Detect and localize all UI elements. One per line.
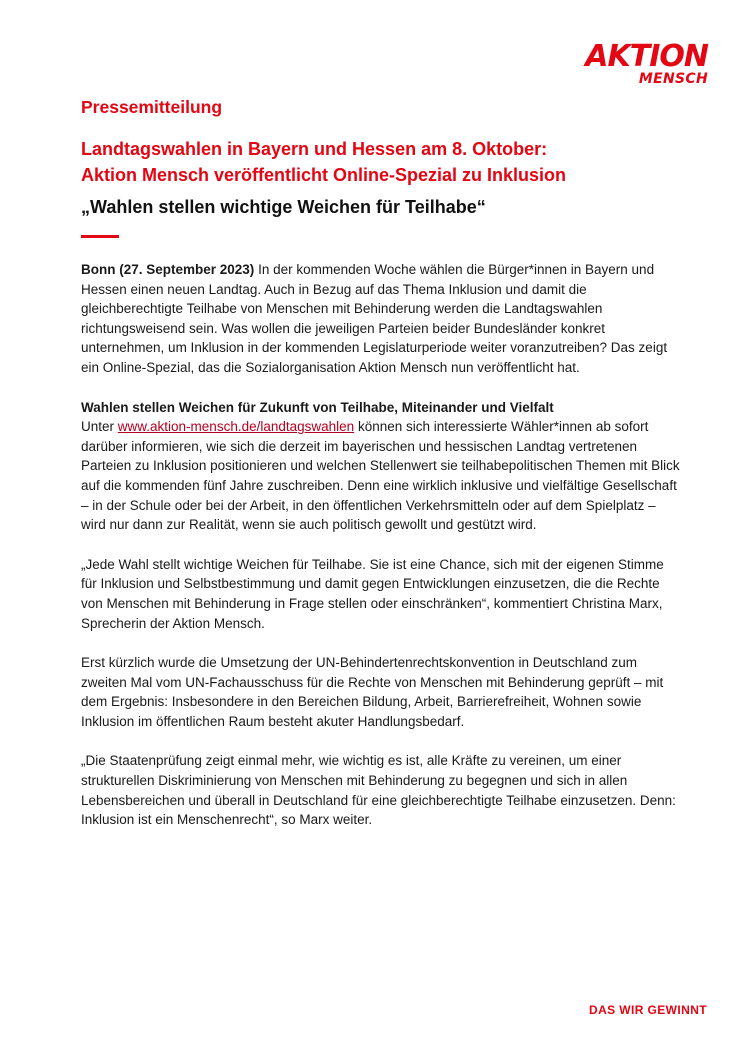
paragraph-quote-1: „Jede Wahl stellt wichtige Weichen für Teilhabe. Sie ist eine Chance, sich mit der eigenen Stimme für Inklusion und Selbstbestimmung und damit gegen Entwicklungen einzusetzen, die die Rechte von Menschen mit Behinderung in Frage stellen oder einschränken“, kommentiert Christina Marx, Sprecherin der Aktion Mensch. (81, 556, 664, 631)
section-subheading: Wahlen stellen Weichen für Zukunft von Teilhabe, Miteinander und Vielfalt (81, 399, 554, 415)
logo-wordmark-aktion: AKTION (585, 39, 708, 74)
brand-claim: DAS WIR GEWINNT (589, 1003, 707, 1017)
subheadline: „Wahlen stellen wichtige Weichen für Teilhabe“ (81, 197, 486, 217)
logo-wordmark-mensch: MENSCH (638, 71, 708, 87)
headline-line-2: Aktion Mensch veröffentlicht Online-Spezial zu Inklusion (81, 165, 567, 185)
paragraph-un-review: Erst kürzlich wurde die Umsetzung der UN-Behindertenrechtskonvention in Deutschland zum zweiten Mal vom UN-Fachausschuss für die Rechte von Menschen mit Behinderung geprüft – mit dem Ergebnis: Insbesondere in den Bereichen Bildung, Arbeit, Barrierefreiheit, Wohnen sowie Inklusion im öffentlichen Raum besteht akuter Handlungsbedarf. (81, 655, 664, 729)
accent-divider (81, 235, 119, 238)
paragraph-intro-text: In der kommenden Woche wählen die Bürger*innen in Bayern und Hessen einen neuen Landtag. Auch in Bezug auf das Thema Inklusion und damit die gleichberechtigte Teilhabe von Menschen mit Behinderung werden die Landtagswahlen richtungsweisend sein. Was wollen die jeweiligen Parteien beider Bundesländer konkret unternehmen, um Inklusion in der kommenden Legislaturperiode weiter voranzutreiben? Das zeigt ein Online-Spezial, das die Sozialorganisation Aktion Mensch nun veröffentlicht hat. (81, 262, 668, 375)
paragraph-link-lead: Unter (81, 419, 115, 435)
headline-line-1: Landtagswahlen in Bayern und Hessen am 8. Oktober: (81, 139, 548, 159)
aktion-mensch-logo (584, 40, 708, 90)
press-release-body (81, 260, 681, 850)
paragraph-intro (81, 260, 681, 378)
landtagswahlen-link[interactable]: www.aktion-mensch.de/landtagswahlen (117, 419, 355, 435)
document-type-label: Pressemitteilung (81, 97, 223, 117)
headline (81, 136, 681, 188)
dateline: Bonn (27. September 2023) (81, 262, 255, 277)
paragraph-link (81, 398, 681, 535)
paragraph-link-text: können sich interessierte Wähler*innen ab sofort darüber informieren, wie sich die derzeit im bayerischen und hessischen Landtag vertretenen Parteien zu Inklusion positionieren und welchen Stellenwert sie teilhabepolitischen Themen mit Blick auf die kommenden fünf Jahre zuschreiben. Denn eine wirklich inklusive und vielfältige Gesellschaft – in der Schule oder bei der Arbeit, in den öffentlichen Verkehrsmitteln oder auf dem Spielplatz – wird nur dann zur Realität, wenn sie auch politisch gewollt und gestützt wird. (81, 419, 680, 533)
paragraph-quote-2: „Die Staatenprüfung zeigt einmal mehr, wie wichtig es ist, alle Kräfte zu vereinen, um einer strukturellen Diskriminierung von Menschen mit Behinderung zu begegnen und sich in allen Lebensbereichen und überall in Deutschland für eine gleichberechtigte Teilhabe einzusetzen. Denn: Inklusion ist ein Menschenrecht“, so Marx weiter. (81, 753, 676, 828)
